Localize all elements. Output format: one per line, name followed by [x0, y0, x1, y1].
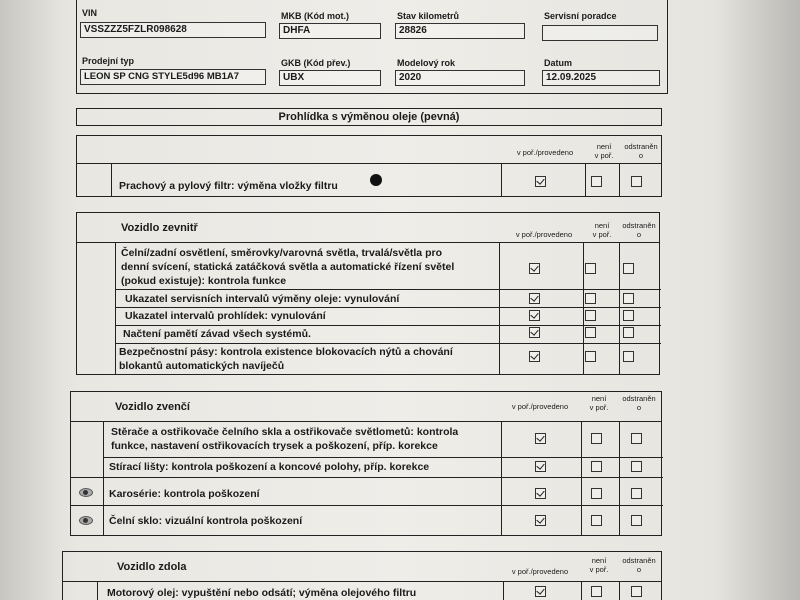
col-not-ok-line2: v poř. [592, 230, 612, 239]
row-divider [115, 307, 661, 308]
checkbox-fixed[interactable] [623, 263, 634, 274]
col-done: v poř./provedeno [515, 230, 573, 239]
divider [503, 582, 504, 600]
col-not-ok [583, 221, 621, 239]
checkbox-done[interactable] [535, 433, 546, 444]
rok-label: Modelový rok [397, 58, 456, 68]
col-not-ok-line2: v poř. [589, 403, 609, 412]
row-text: Stírací lišty: kontrola poškození a koncové polohy, příp. korekce [109, 461, 430, 473]
checkbox-not-ok[interactable] [591, 433, 602, 444]
row-text-line: blokantů automatických navíječů [119, 360, 285, 372]
checkbox-not-ok[interactable] [585, 263, 596, 274]
divider [583, 243, 584, 374]
row-text [119, 345, 453, 373]
rok-field: 2020 [395, 70, 525, 86]
divider [111, 164, 112, 196]
divider [115, 243, 116, 374]
checkbox-fixed[interactable] [631, 461, 642, 472]
inspection-title: Prohlídka s výměnou oleje (pevná) [76, 108, 662, 126]
vin-field: VSSZZZ5FZLR098628 [80, 22, 266, 38]
divider [103, 422, 104, 535]
checkbox-fixed[interactable] [623, 310, 634, 321]
eye-icon [79, 516, 93, 525]
divider [619, 243, 620, 374]
divider [581, 582, 582, 600]
checkbox-not-ok[interactable] [585, 293, 596, 304]
col-fixed-line2: o [638, 151, 644, 160]
checkbox-not-ok[interactable] [591, 515, 602, 526]
divider [501, 422, 502, 535]
vehicle-info-box [76, 0, 668, 94]
col-not-ok-line1: není [591, 394, 607, 403]
row-text-line: Stěrače a ostřikovače čelního skla a ostřikovače světlometů: kontrola [111, 426, 459, 438]
row-text: Načtení pamětí závad všech systémů. [123, 328, 311, 340]
checkbox-done[interactable] [529, 351, 540, 362]
section-exterior [70, 391, 662, 536]
row-divider [103, 457, 663, 458]
row-divider [115, 343, 661, 344]
checkbox-done[interactable] [535, 461, 546, 472]
datum-label: Datum [544, 58, 573, 68]
divider [619, 582, 620, 600]
black-dot-marker [370, 174, 382, 186]
checkbox-not-ok[interactable] [591, 488, 602, 499]
col-fixed-line2: o [636, 230, 642, 239]
section-title: Vozidlo zevnitř [121, 222, 198, 234]
col-fixed-line1: odstraněn [622, 221, 656, 230]
checkbox-done[interactable] [535, 176, 546, 187]
col-not-ok-line1: není [596, 142, 612, 151]
section-filter [76, 135, 662, 197]
row-divider [115, 289, 661, 290]
section-header [77, 136, 661, 164]
row-text-line: denní svícení, statická zatáčková světla a automatické řízení světel [121, 261, 455, 273]
row-text: Ukazatel intervalů prohlídek: vynulování [125, 310, 326, 322]
datum-field: 12.09.2025 [542, 70, 660, 86]
mkb-label: MKB (Kód mot.) [281, 11, 349, 21]
row-divider [71, 477, 663, 478]
km-field: 28826 [395, 23, 525, 39]
divider [499, 243, 500, 374]
col-done: v poř./provedeno [511, 567, 569, 576]
divider [97, 582, 98, 600]
section-header [63, 552, 661, 582]
section-interior [76, 212, 660, 375]
row-text: Karosérie: kontrola poškození [109, 488, 260, 500]
divider [585, 164, 586, 196]
checkbox-done[interactable] [535, 586, 546, 597]
checkbox-done[interactable] [535, 515, 546, 526]
checkbox-not-ok[interactable] [585, 310, 596, 321]
paper-shadow-left [0, 0, 60, 600]
checkbox-fixed[interactable] [631, 433, 642, 444]
col-fixed-line2: o [636, 403, 642, 412]
col-fixed [619, 142, 663, 160]
checkbox-fixed[interactable] [631, 176, 642, 187]
col-not-ok-line2: v poř. [594, 151, 614, 160]
col-not-ok [585, 142, 623, 160]
col-not-ok [579, 556, 619, 574]
servis-label: Servisní poradce [544, 11, 617, 21]
eye-icon [79, 488, 93, 497]
section-header [77, 213, 659, 243]
checkbox-not-ok[interactable] [585, 327, 596, 338]
col-fixed-line1: odstraněn [622, 394, 656, 403]
section-underbody [62, 551, 662, 600]
row-text-line: funkce, nastavení ostřikovacích trysek a poškození, příp. korekce [111, 440, 438, 452]
col-fixed-line1: odstraněn [622, 556, 656, 565]
row-text-line: Čelní/zadní osvětlení, směrovky/varovná světla, trvalá/světla pro [121, 247, 442, 259]
row-text-line: Bezpečnostní pásy: kontrola existence blokovacích nýtů a chování [119, 346, 453, 358]
mkb-field: DHFA [279, 23, 381, 39]
divider [501, 164, 502, 196]
col-done: v poř./provedeno [511, 402, 569, 411]
checkbox-done[interactable] [529, 310, 540, 321]
paper-shadow-right [710, 0, 800, 600]
row-text-line: (pokud existuje): kontrola funkce [121, 275, 287, 287]
checkbox-fixed[interactable] [623, 293, 634, 304]
servis-field [542, 25, 658, 41]
row-text: Prachový a pylový filtr: výměna vložky filtru [119, 180, 338, 192]
col-fixed [617, 394, 661, 412]
gkb-field: UBX [279, 70, 381, 86]
checkbox-done[interactable] [529, 327, 540, 338]
col-not-ok [579, 394, 619, 412]
checkbox-fixed[interactable] [631, 488, 642, 499]
gkb-label: GKB (Kód přev.) [281, 58, 351, 68]
checkbox-not-ok[interactable] [591, 461, 602, 472]
row-text [121, 246, 454, 288]
row-text: Motorový olej: vypuštění nebo odsátí; výměna olejového filtru [107, 587, 417, 599]
col-not-ok-line1: není [594, 221, 610, 230]
row-text [111, 425, 458, 453]
divider [619, 422, 620, 535]
col-not-ok-line1: není [591, 556, 607, 565]
section-header [71, 392, 661, 422]
typ-field: LEON SP CNG STYLE5d96 MB1A7 [80, 69, 266, 85]
checkbox-fixed[interactable] [631, 515, 642, 526]
checkbox-done[interactable] [529, 263, 540, 274]
checkbox-done[interactable] [529, 293, 540, 304]
section-title: Vozidlo zdola [117, 561, 187, 573]
col-not-ok-line2: v poř. [589, 565, 609, 574]
checkbox-not-ok[interactable] [585, 351, 596, 362]
col-fixed-line1: odstraněn [624, 142, 658, 151]
row-text: Ukazatel servisních intervalů výměny oleje: vynulování [125, 293, 400, 305]
typ-label: Prodejní typ [82, 56, 135, 66]
checkbox-fixed[interactable] [623, 351, 634, 362]
divider [581, 422, 582, 535]
checkbox-fixed[interactable] [631, 586, 642, 597]
col-fixed [617, 556, 661, 574]
row-divider [115, 325, 661, 326]
checkbox-fixed[interactable] [623, 327, 634, 338]
section-title: Vozidlo zvenčí [115, 401, 190, 413]
row-divider [71, 505, 663, 506]
col-done: v poř./provedeno [516, 148, 574, 157]
checkbox-done[interactable] [535, 488, 546, 499]
checkbox-not-ok[interactable] [591, 176, 602, 187]
km-label: Stav kilometrů [397, 11, 460, 21]
vin-label: VIN [82, 8, 98, 18]
row-text: Čelní sklo: vizuální kontrola poškození [109, 515, 303, 527]
col-fixed [617, 221, 661, 239]
checkbox-not-ok[interactable] [591, 586, 602, 597]
divider [619, 164, 620, 196]
col-fixed-line2: o [636, 565, 642, 574]
